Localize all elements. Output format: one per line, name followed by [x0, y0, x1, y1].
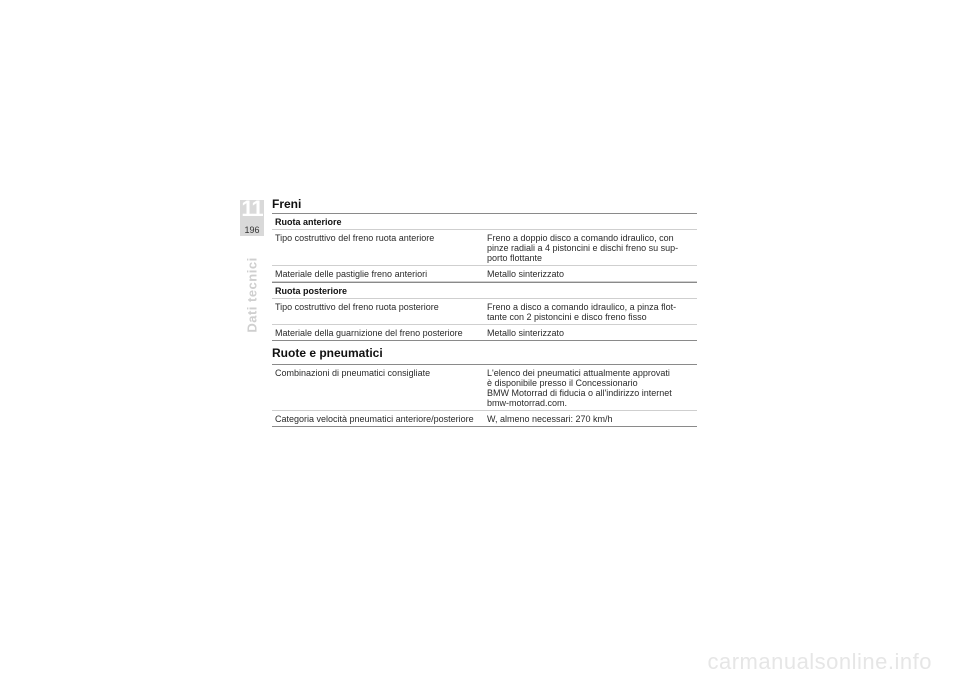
row-label: Combinazioni di pneumatici consigliate [275, 368, 431, 378]
subheading-front-wheel: Ruota anteriore [272, 213, 697, 230]
table-row [272, 299, 697, 325]
row-value: Metallo sinterizzato [487, 328, 565, 338]
table-row [272, 364, 697, 411]
brakes-table [272, 213, 697, 341]
table-row [272, 411, 697, 427]
section-title-brakes: Freni [272, 197, 302, 211]
watermark: carmanualsonline.info [707, 649, 932, 674]
row-label: Materiale della guarnizione del freno posteriore [275, 328, 463, 338]
row-value: Freno a disco a comando idraulico, a pinza flot- tante con 2 pistoncini e disco freno fisso [487, 302, 677, 322]
chapter-title: Dati tecnici [244, 257, 260, 333]
row-value: W, almeno necessari: 270 km/h [487, 414, 613, 424]
tyres-table [272, 364, 697, 427]
table-row [272, 230, 697, 266]
chapter-number: 11 [241, 196, 263, 221]
chapter-side-title [240, 240, 264, 350]
row-label: Materiale delle pastiglie freno anteriori [275, 269, 428, 279]
row-value: Metallo sinterizzato [487, 269, 565, 279]
row-value: L'elenco dei pneumatici attualmente approvati è disponibile presso il Concessionario BMW Motorrad di fiducia o all'indirizzo internet bmw-motorrad.com. [487, 368, 672, 408]
row-label: Tipo costruttivo del freno ruota anteriore [275, 233, 435, 243]
table-row [272, 266, 697, 282]
row-label: Tipo costruttivo del freno ruota posteriore [275, 302, 439, 312]
subheading-rear-wheel: Ruota posteriore [272, 282, 697, 299]
page-number: 196 [244, 225, 260, 235]
row-label: Categoria velocità pneumatici anteriore/posteriore [275, 414, 474, 424]
section-title-tyres: Ruote e pneumatici [272, 346, 383, 360]
table-row [272, 325, 697, 341]
row-value: Freno a doppio disco a comando idraulico, con pinze radiali a 4 pistoncini e dischi freno su sup- porto flottante [487, 233, 679, 263]
